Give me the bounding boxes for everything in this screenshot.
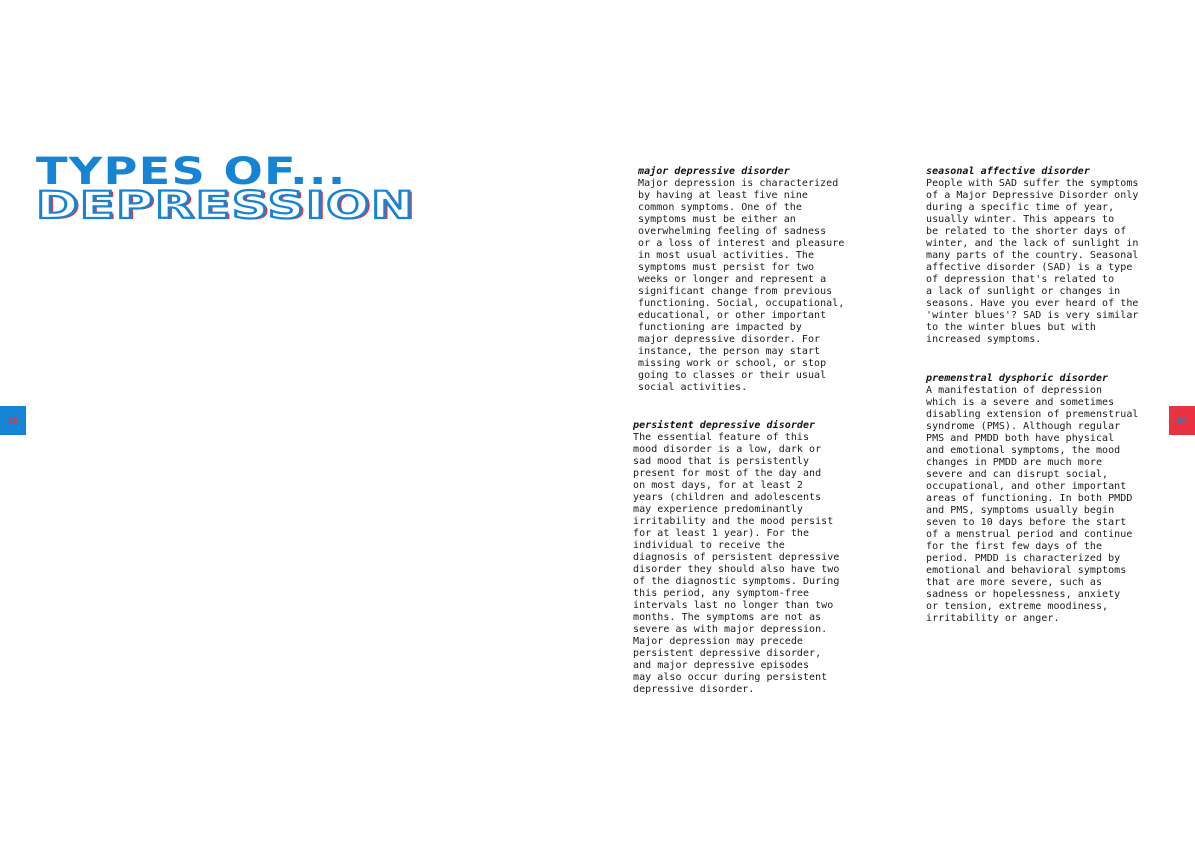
section-body: Major depression is characterized by having at least five nine common symptoms. One of the symptoms must be either an overwhelming feeling of sadness or a loss of interest and pleasure in most usual activities. The symptoms must persist for two weeks or longer and represent a significant change from previous functioning. Social, occupational, educational, or other important functioning are impacted by major depressive disorder. For instance, the person may start missing work or school, or stop going to classes or their usual social activities. xyxy=(638,178,845,393)
section-heading: persistent depressive disorder xyxy=(633,420,816,431)
section-body: The essential feature of this mood disorder is a low, dark or sad mood that is persistently present for most of the day and on most days, for at least 2 years (children and adolescents may experience predominantly irritability and the mood persist for at least 1 year). For the individual to receive the diagnosis of persistent depressive disorder they should also have two of the diagnostic symptoms. During this period, any symptom-free intervals last no longer than two months. The symptoms are not as severe as with major depression. Major depression may precede persistent depressive disorder, and major depressive episodes may also occur during persistent depressive disorder. xyxy=(633,432,840,695)
section-body: A manifestation of depression which is a severe and sometimes disabling extension of premenstrual syndrome (PMS). Although regular PMS and PMDD both have physical and emotional symptoms, the mood changes in PMDD are much more severe and can disrupt social, occupational, and other important areas of functioning. In both PMDD and PMS, symptoms usually begin seven to 10 days before the start of a menstrual period and continue for the first few days of the period. PMDD is characterized by emotional and behavioral symptoms that are more severe, such as sadness or hopelessness, anxiety or tension, extreme moodiness, irritability or anger. xyxy=(926,385,1139,624)
page-number-right: 34 xyxy=(1177,416,1187,425)
section-heading: seasonal affective disorder xyxy=(926,166,1090,177)
page-number-tab-right xyxy=(1169,406,1195,435)
page-number-tab-left xyxy=(0,406,26,435)
section-heading: major depressive disorder xyxy=(638,166,790,177)
section-persistent-depressive xyxy=(633,420,863,696)
section-heading: premenstral dysphoric disorder xyxy=(926,373,1109,384)
page-number-left: 33 xyxy=(8,416,18,425)
title-depression: DEPRESSION xyxy=(36,184,416,227)
section-premenstrual-dysphoric xyxy=(926,373,1166,625)
section-body: People with SAD suffer the symptoms of a Major Depressive Disorder only during a specific time of year, usually winter. This appears to be related to the shorter days of winter, and the lack of sunlight in many parts of the country. Seasonal affective disorder (SAD) is a type of depression that's related to a lack of sunlight or changes in seasons. Have you ever heard of the 'winter blues'? SAD is very similar to the winter blues but with increased symptoms. xyxy=(926,178,1139,345)
section-major-depressive xyxy=(638,166,868,394)
title-types-of: TYPES OF... xyxy=(36,150,347,193)
section-seasonal-affective xyxy=(926,166,1166,346)
